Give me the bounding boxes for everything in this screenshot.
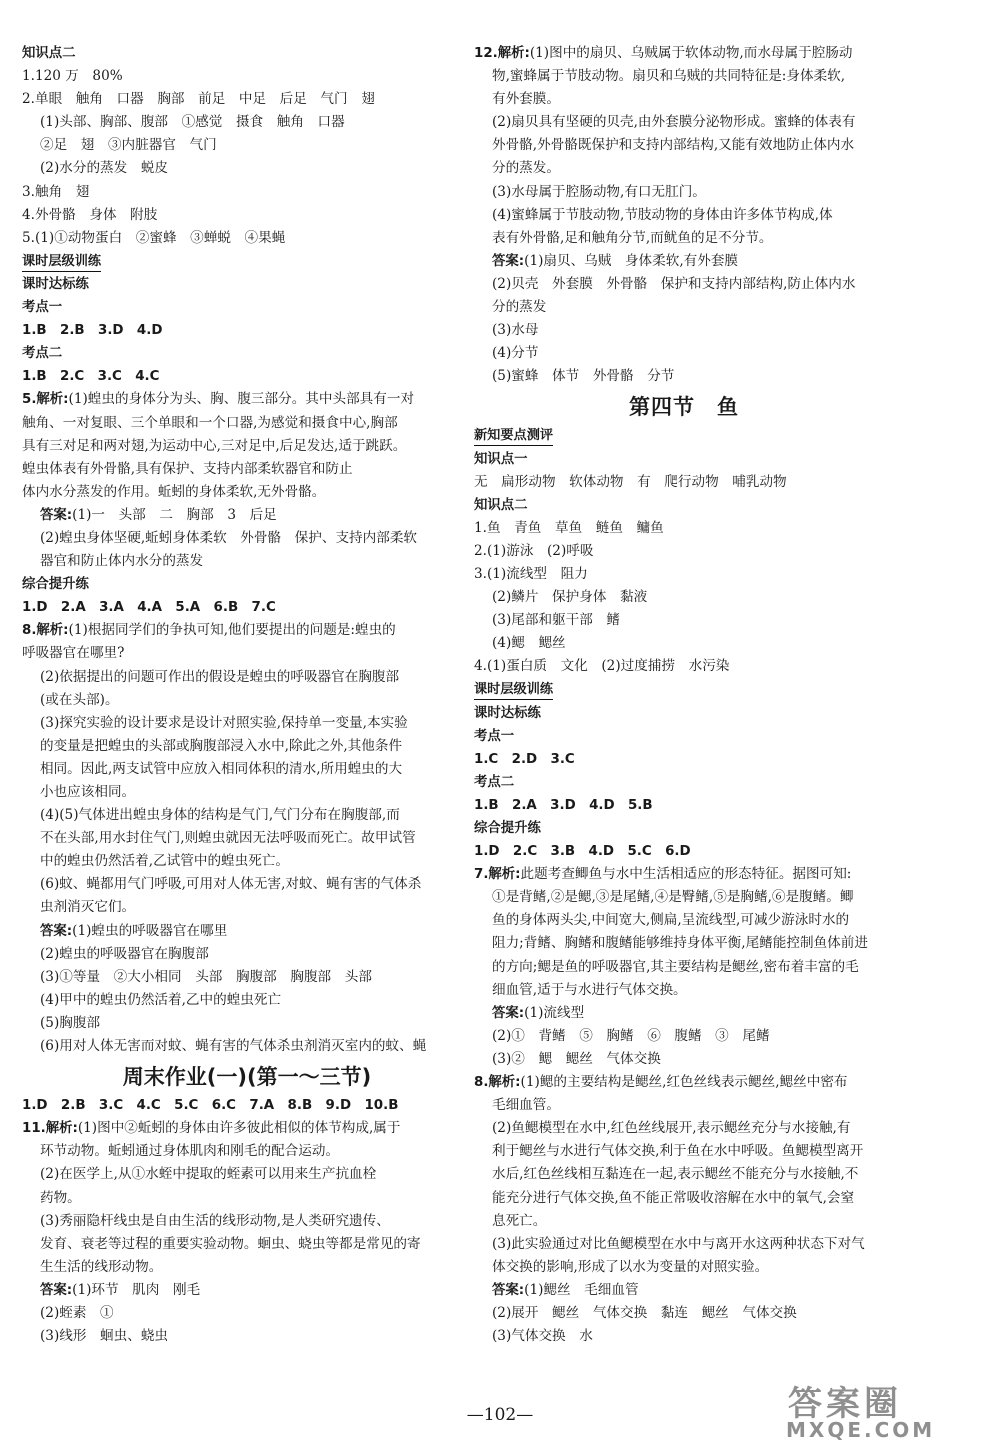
kd2-answers: 1.B 2.C 3.C 4.C xyxy=(22,369,160,385)
analysis-line: (1)蝗虫的身体分为头、胸、腹三部分。其中头部具有一对 xyxy=(68,391,415,408)
analysis-line: 体内水分蒸发的作用。蚯蚓的身体柔软,无外骨骼。 xyxy=(22,483,326,500)
analysis-line: (3)水母属于腔肠动物,有口无肛门。 xyxy=(492,183,706,200)
kd1-answers: 1.B 2.B 3.D 4.D xyxy=(22,323,163,339)
daily-heading: 课时达标练 xyxy=(474,705,541,721)
answer-line: (1)流线型 xyxy=(524,1004,585,1021)
list-item: (2)水分的蒸发 蜕皮 xyxy=(40,160,169,177)
list-item: 4.(1)蛋白质 文化 (2)过度捕捞 水污染 xyxy=(474,658,730,675)
comp-answers: 1.D 2.C 3.B 4.D 5.C 6.D xyxy=(474,844,691,860)
comp-heading: 综合提升练 xyxy=(22,577,89,593)
left-column xyxy=(22,42,472,1348)
answer-line: 器官和防止体内水分的蒸发 xyxy=(40,553,204,570)
answer-line: (3)①等量 ②大小相同 头部 胸腹部 胸腹部 头部 xyxy=(40,968,372,985)
analysis-line: 触角、一对复眼、三个单眼和一个口器,为感觉和摄食中心,胸部 xyxy=(22,414,398,431)
comp-heading: 综合提升练 xyxy=(474,821,541,836)
kp2-list xyxy=(474,517,894,679)
right-column xyxy=(474,42,894,1348)
answer-line: (3)气体交换 水 xyxy=(492,1328,593,1345)
list-item: (1)头部、胸部、腹部 ①感觉 摄食 触角 口器 xyxy=(40,114,345,131)
q8-analysis xyxy=(474,1071,894,1279)
analysis-line: 相同。因此,两支试管中应放入相同体积的清水,所用蝗虫的大 xyxy=(40,760,403,777)
answer-line: (5)蜜蜂 体节 外骨骼 分节 xyxy=(492,368,675,385)
answer-line: (1)蝗虫的呼吸器官在哪里 xyxy=(72,922,228,939)
answer-label: 答案: xyxy=(40,507,73,523)
list-item: ②足 翅 ③内脏器官 气门 xyxy=(40,137,217,154)
q8-analysis xyxy=(22,619,472,919)
answer-line: (1)鳃丝 毛细血管 xyxy=(524,1281,639,1298)
analysis-line: 息死亡。 xyxy=(492,1212,547,1229)
q5-analysis xyxy=(22,388,472,503)
analysis-line: (3)探究实验的设计要求是设计对照实验,保持单一变量,本实验 xyxy=(40,714,408,731)
weekend-title: 周末作业(一)(第一～三节) xyxy=(122,1065,372,1090)
analysis-line: 的方向;鳃是鱼的呼吸器官,其主要结构是鳃丝,密布着丰富的毛 xyxy=(492,958,859,975)
q8-answer xyxy=(474,1279,894,1348)
analysis-line: 生生活的线形动物。 xyxy=(40,1258,163,1275)
kd2-heading: 考点二 xyxy=(474,774,515,790)
answer-line: (2)① 背鳍 ⑤ 胸鳍 ⑥ 腹鳍 ③ 尾鳍 xyxy=(492,1027,770,1044)
answer-line: (3)水母 xyxy=(492,322,539,339)
analysis-line: 不在头部,用水封住气门,则蝗虫就因无法呼吸而死亡。故甲试管 xyxy=(40,830,416,847)
kd1-heading: 考点一 xyxy=(22,300,63,316)
list-item: 5.(1)①动物蛋白 ②蜜蜂 ③蝉蜕 ④果蝇 xyxy=(22,229,286,246)
analysis-line: 毛细血管。 xyxy=(492,1097,560,1114)
analysis-line: (1)图中②蚯蚓的身体由许多彼此相似的体节构成,属于 xyxy=(77,1120,401,1137)
analysis-line: (2)依据提出的问题可作出的假设是蝗虫的呼吸器官在胸腹部 xyxy=(40,668,400,685)
analysis-line: (1)鳃的主要结构是鳃丝,红色丝线表示鳃丝,鳃丝中密布 xyxy=(520,1074,848,1091)
answer-line: (3)② 鳃 鳃丝 气体交换 xyxy=(492,1050,661,1067)
answer-line: (2)蛭素 ① xyxy=(40,1304,114,1321)
analysis-line: 环节动物。蚯蚓通过身体肌肉和刚毛的配合运动。 xyxy=(40,1143,340,1160)
answer-line: (1)扇贝、乌贼 身体柔软,有外套膜 xyxy=(524,252,739,269)
analysis-line: ①是背鳍,②是鳃,③是尾鳍,④是臀鳍,⑤是胸鳍,⑥是腹鳍。鲫 xyxy=(492,889,854,906)
q12-analysis xyxy=(474,42,894,250)
q7-analysis xyxy=(474,863,894,1002)
analysis-line: 利于鳃丝与水进行气体交换,利于鱼在水中呼吸。鱼鳃模型离开 xyxy=(492,1143,864,1160)
answer-line: (6)用对人体无害而对蚊、蝇有害的气体杀虫剂消灭室内的蚊、蝇 xyxy=(40,1038,427,1055)
new-points-title: 新知要点测评 xyxy=(474,427,553,446)
analysis-line: (2)鱼鳃模型在水中,红色丝线展开,表示鳃丝充分与水接触,有 xyxy=(492,1120,851,1137)
list-item: 4.外骨骼 身体 附肢 xyxy=(22,206,158,223)
answer-line: (2)贝壳 外套膜 外骨骼 保护和支持内部结构,防止体内水 xyxy=(492,275,856,292)
q11-label: 11.解析: xyxy=(22,1121,78,1137)
answer-line: (1)一 头部 二 胸部 3 后足 xyxy=(72,506,277,523)
analysis-line: (1)根据同学们的争执可知,他们要提出的问题是:蝗虫的 xyxy=(68,622,396,639)
kp1-line: 无 扁形动物 软体动物 有 爬行动物 哺乳动物 xyxy=(474,473,787,490)
list-item: 2.(1)游泳 (2)呼吸 xyxy=(474,542,594,559)
analysis-line: (3)秀丽隐杆线虫是自由生活的线形动物,是人类研究遗传、 xyxy=(40,1212,390,1229)
list-item: 3.触角 翅 xyxy=(22,183,90,200)
analysis-line: (1)图中的扇贝、乌贼属于软体动物,而水母属于腔肠动 xyxy=(529,45,853,61)
training-title: 课时层级训练 xyxy=(474,681,553,700)
analysis-line: (4)蜜蜂属于节肢动物,节肢动物的身体由许多体节构成,体 xyxy=(492,206,833,223)
answer-line: (4)分节 xyxy=(492,345,539,362)
q12-answer xyxy=(474,250,894,389)
training-title: 课时层级训练 xyxy=(22,253,101,272)
answer-line: (2)展开 鳃丝 气体交换 黏连 鳃丝 气体交换 xyxy=(492,1304,797,1321)
q7-label: 7.解析: xyxy=(474,867,521,883)
watermark-logo xyxy=(778,1380,988,1444)
watermark-url: MXQE.COM xyxy=(786,1418,936,1442)
analysis-line: 物,蜜蜂属于节肢动物。扇贝和乌贼的共同特征是:身体柔软, xyxy=(492,68,846,85)
analysis-line: 药物。 xyxy=(40,1189,81,1206)
list-item: 2.单眼 触角 口器 胸部 前足 中足 后足 气门 翅 xyxy=(22,91,375,108)
kp2-list xyxy=(22,65,472,250)
analysis-line: (2)扇贝具有坚硬的贝壳,由外套膜分泌物形成。蜜蜂的体表有 xyxy=(492,114,856,131)
weekend-answers: 1.D 2.B 3.C 4.C 5.C 6.C 7.A 8.B 9.D 10.B xyxy=(22,1098,399,1114)
analysis-line: 小也应该相同。 xyxy=(40,784,136,800)
analysis-line: (4)(5)气体进出蝗虫身体的结构是气门,气门分布在胸腹部,而 xyxy=(40,807,400,824)
analysis-line: 能充分进行气体交换,鱼不能正常吸收溶解在水中的氧气,会窒 xyxy=(492,1189,855,1206)
analysis-line: 体交换的影响,形成了以水为变量的对照实验。 xyxy=(492,1258,769,1275)
comp-answers: 1.D 2.A 3.A 4.A 5.A 6.B 7.C xyxy=(22,600,276,616)
analysis-line: (3)此实验通过对比鱼鳃模型在水中与离开水这两种状态下对气 xyxy=(492,1235,865,1252)
q8-label: 8.解析: xyxy=(474,1075,521,1091)
list-item: (3)尾部和躯干部 鳍 xyxy=(492,612,621,629)
q11-answer xyxy=(22,1279,472,1348)
list-item: 1.120 万 80% xyxy=(22,68,123,85)
answer-line: (4)甲中的蝗虫仍然活着,乙中的蝗虫死亡 xyxy=(40,991,282,1008)
analysis-line: 鱼的身体两头尖,中间宽大,侧扁,呈流线型,可减少游泳时水的 xyxy=(492,912,850,929)
analysis-line: 中的蝗虫仍然活着,乙试管中的蝗虫死亡。 xyxy=(40,853,290,870)
analysis-line: 表有外骨骼,足和触角分节,而鱿鱼的足不分节。 xyxy=(492,229,773,246)
daily-heading: 课时达标练 xyxy=(22,276,89,292)
answer-label: 答案: xyxy=(492,253,525,269)
analysis-line: 蝗虫体表有外骨骼,具有保护、支持内部柔软器官和防止 xyxy=(22,460,353,477)
answer-label: 答案: xyxy=(40,923,73,939)
answer-line: (2)蝗虫的呼吸器官在胸腹部 xyxy=(40,945,209,962)
q11-analysis xyxy=(22,1117,472,1279)
page-number: —102— xyxy=(466,1405,534,1425)
kp1-heading: 知识点一 xyxy=(474,451,528,467)
analysis-line: (2)在医学上,从①水蛭中提取的蛭素可以用来生产抗血栓 xyxy=(40,1166,377,1183)
kd1-heading: 考点一 xyxy=(474,728,515,744)
answer-line: (2)蝗虫身体坚硬,蚯蚓身体柔软 外骨骼 保护、支持内部柔软 xyxy=(40,529,418,546)
analysis-line: 分的蒸发。 xyxy=(492,160,560,177)
answer-line: (5)胸腹部 xyxy=(40,1014,101,1031)
analysis-line: 外骨骼,外骨骼既保护和支持内部结构,又能有效地防止体内水 xyxy=(492,137,855,154)
analysis-line: (6)蚊、蝇都用气门呼吸,可用对人体无害,对蚊、蝇有害的气体杀 xyxy=(40,876,422,893)
answer-line: (3)线形 蛔虫、蛲虫 xyxy=(40,1328,169,1345)
analysis-line: (或在头部)。 xyxy=(40,691,119,708)
answer-label: 答案: xyxy=(40,1282,73,1298)
answer-line: (1)环节 肌肉 刚毛 xyxy=(72,1281,201,1298)
analysis-line: 发育、衰老等过程的重要实验动物。蛔虫、蛲虫等都是常见的寄 xyxy=(40,1235,421,1252)
answer-line: 分的蒸发 xyxy=(492,299,547,316)
answer-label: 答案: xyxy=(492,1282,525,1298)
analysis-line: 具有三对足和两对翅,为运动中心,三对足中,后足发达,适于跳跃。 xyxy=(22,437,407,454)
analysis-line: 虫剂消灭它们。 xyxy=(40,899,136,916)
watermark-text: 答案圈 xyxy=(788,1384,902,1424)
kp2-heading: 知识点二 xyxy=(474,497,528,513)
analysis-line: 阻力;背鳍、胸鳍和腹鳍能够维持身体平衡,尾鳍能控制鱼体前进 xyxy=(492,935,868,952)
analysis-line: 呼吸器官在哪里? xyxy=(22,645,125,662)
q8-label: 8.解析: xyxy=(22,623,69,639)
q12-label: 12.解析: xyxy=(474,46,530,61)
analysis-line: 细血管,适于与水进行气体交换。 xyxy=(492,981,687,998)
q7-answer xyxy=(474,1002,894,1071)
kd1-answers: 1.C 2.D 3.C xyxy=(474,751,575,767)
answer-label: 答案: xyxy=(492,1005,525,1021)
list-item: (2)鳞片 保护身体 黏液 xyxy=(492,589,648,606)
analysis-line: 此题考查鲫鱼与水中生活相适应的形态特征。据图可知: xyxy=(520,866,852,883)
list-item: (4)鳃 鳃丝 xyxy=(492,635,566,652)
section-title: 第四节 鱼 xyxy=(629,395,739,420)
analysis-line: 水后,红色丝线相互黏连在一起,表示鳃丝不能充分与水接触,不 xyxy=(492,1166,859,1183)
kd2-answers: 1.B 2.A 3.D 4.D 5.B xyxy=(474,797,653,813)
analysis-line: 的变量是把蝗虫的头部或胸腹部浸入水中,除此之外,其他条件 xyxy=(40,737,403,754)
kp2-heading: 知识点二 xyxy=(22,46,76,61)
q5-answer xyxy=(22,504,472,573)
kd2-heading: 考点二 xyxy=(22,346,63,362)
list-item: 3.(1)流线型 阻力 xyxy=(474,565,588,582)
list-item: 1.鱼 青鱼 草鱼 鲢鱼 鳙鱼 xyxy=(474,519,664,536)
analysis-line: 有外套膜。 xyxy=(492,91,560,108)
q8-answer xyxy=(22,920,472,1059)
q5-label: 5.解析: xyxy=(22,392,69,408)
